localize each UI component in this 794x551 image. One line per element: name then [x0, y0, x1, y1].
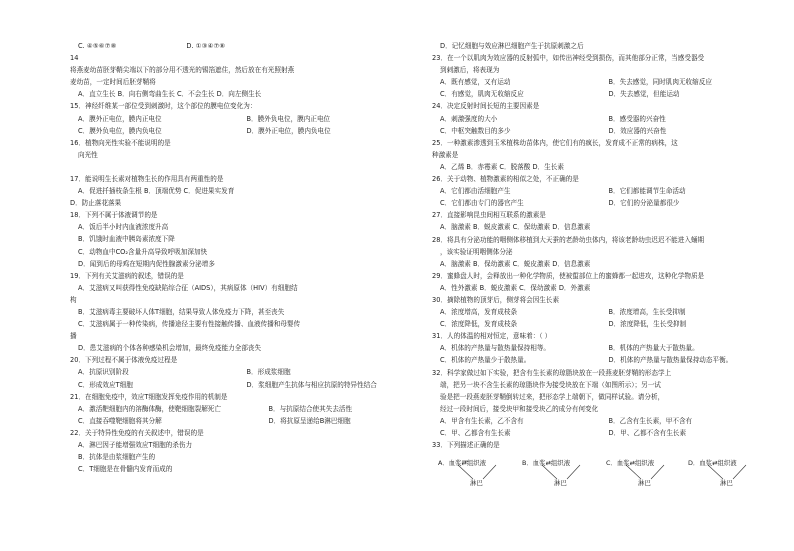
option-b: B．膜外负电位，膜内正电位 — [246, 114, 331, 123]
option-d: D．闻到后的母鸡在短期内促性腺激素分泌增多 — [78, 259, 215, 268]
question-stem: 32．科学家做过如下实验，把含有生长素的琼脂块放在一段燕麦胚芽鞘的形态学上 — [432, 368, 672, 377]
option-c: C．机体的产热量少于散热量。 — [440, 356, 531, 365]
tissue-fluid-label: 组织液 — [717, 459, 737, 468]
diagram-b: B．血浆⇄组织液 淋巴 — [522, 455, 602, 493]
question-stem-cont: 种激素是 — [432, 150, 459, 159]
option-a: A．刺激强度的大小 — [440, 114, 498, 123]
option-label: D． — [688, 459, 700, 468]
option-a: A．机体的产热量与散热量保持相等。 — [440, 344, 551, 353]
options-grid — [432, 342, 777, 366]
question-stem: 27．直接影响昆虫间相互联系的激素是 — [432, 211, 546, 220]
option-label: B． — [522, 459, 533, 468]
question-options: A．直立生长 B．向右侧弯曲生长 C．不会生长 D．向左侧生长 — [78, 90, 262, 99]
option-d: D．效应器的兴奋性 — [608, 126, 667, 135]
option-label: C． — [606, 459, 617, 468]
option-c: C．艾滋病属于一种传染病，传播途径主要有性接触传播、血液传播和母婴传 — [78, 320, 301, 329]
question-number: 14 — [70, 54, 79, 63]
question-stem: 33．下列描述正确的是 — [432, 441, 500, 450]
options-grid — [432, 306, 777, 330]
plasma-label: 血浆 — [699, 459, 713, 468]
option-a: A．淋巴因子能增强效应T细胞的杀伤力 — [78, 441, 193, 449]
diagram-c: C．血浆⇄组织液 淋巴 — [606, 455, 686, 493]
option-d: D．浓度降低，生长受抑制 — [608, 320, 687, 329]
question-stem-cont: 经过一段时间后，接受块甲和接受块乙的成分有何变化 — [440, 404, 599, 413]
option-c: C．它们都由专门的器官产生 — [440, 199, 524, 208]
left-column — [70, 40, 415, 475]
option-c: C．甲、乙都含有生长素 — [440, 429, 511, 437]
options-grid — [432, 113, 777, 137]
tissue-fluid-label: 组织液 — [550, 459, 571, 468]
option-d: D．将抗原呈递给B淋巴细胞 — [268, 416, 351, 425]
option-b: B．饥饿时血液中胰岛素浓度下降 — [78, 235, 175, 244]
question-stem: 26．关于动物、植物激素的相似之处，不正确的是 — [432, 175, 579, 184]
option-d: D．浆细胞产生抗体与相应抗原的特异性结合 — [246, 380, 377, 389]
plasma-label: 血浆 — [532, 459, 546, 468]
question-stem: 18．下列不属于体液调节的是 — [70, 211, 158, 220]
option-a-cont: 构 — [70, 295, 77, 304]
question-stem: 将燕麦幼苗胚芽鞘尖端以下的部分用不透光的锡箔遮住，然后放在有光照射燕 — [70, 66, 295, 75]
question-stem: 28．将具有分泌功能的咽侧体移植到大天蚕的老龄幼虫体内，将该老龄幼虫迟迟不能进入蛹期 — [432, 235, 705, 244]
diagram-a: A．血浆⇄组织液 淋巴 — [438, 455, 518, 493]
question-stem-cont: ，该实验证明咽侧体分泌 — [440, 247, 513, 256]
question-stem: 25．一种激素渗透到玉米植株幼苗体内，使它们有的疯长，发育成不正常的病株，这 — [432, 138, 678, 147]
options-grid — [70, 403, 415, 427]
question-options: A．脑激素 B．蜕皮激素 C．保幼激素 D．信息激素 — [440, 223, 591, 232]
question-stem-cont: 验是把一段燕麦胚芽鞘倒转过来，把形态学上端朝下，做同样试验。请分析， — [440, 392, 665, 401]
question-stem: 15．神经纤维某一部位受到刺激时，这个部位的膜电位变化为： — [70, 102, 257, 111]
options-grid — [70, 113, 415, 137]
option-a: A．抗原识别阶段 — [78, 368, 129, 377]
option-c: C．T细胞是在骨髓内发育而成的 — [78, 465, 173, 474]
lymph-label: 淋巴 — [638, 479, 651, 488]
option-a: A．浓度增高，发育成枝条 — [440, 308, 518, 317]
question-stem: 麦幼苗，一定时间后胚芽鞘将 — [70, 78, 156, 87]
question-stem: 21．在细胞免疫中，效应T细胞发挥免疫作用的机制是 — [70, 392, 228, 401]
option-d: D. ①③④⑦⑧ — [186, 42, 226, 50]
option-d: D．患艾滋病的个体各种感染机会增加，最终免疫能力全部丧失 — [78, 344, 262, 353]
tissue-fluid-label: 组织液 — [466, 459, 487, 468]
option-c: C．中枢突触数目的多少 — [440, 126, 511, 135]
lymph-label: 淋巴 — [470, 479, 483, 488]
option-b: B．它们都能调节生命活动 — [608, 187, 686, 196]
question-stem: 23．在一个以肌肉为效应器的反射弧中，如传出神经受到损伤，而其他部分正常，当感受器受 — [432, 54, 705, 63]
options-grid — [432, 76, 777, 100]
right-column — [432, 40, 777, 495]
tissue-fluid-label: 组织液 — [635, 459, 655, 468]
question-stem: 24．决定反射时间长短的主要因素是 — [432, 102, 540, 111]
options-grid — [432, 185, 777, 209]
question-stem: 29．蜜蜂盘人时，会释放出一种化学物质，使被蜇部位上的蜜蜂都一起进攻，这种化学物质是 — [432, 271, 705, 280]
option-a: A．饭后半小时内血液浓度升高 — [78, 223, 169, 232]
option-b: B．失去感觉，同时肌肉无收缩反应 — [608, 78, 712, 87]
question-stem-cont: 端，把另一块不含生长素的琼脂块作为接受块放在下端（如图所示）；另一试 — [440, 380, 661, 389]
option-c: C．直接吞噬靶细胞将其分解 — [78, 416, 162, 425]
option-c-cont: 播 — [70, 332, 77, 341]
lymph-label: 淋巴 — [554, 479, 567, 488]
options-grid — [432, 415, 777, 439]
option-c: C．有感觉，肌肉无收缩反应 — [440, 90, 524, 99]
diagram-d: D．血浆⇄组织液 淋巴 — [688, 455, 768, 493]
option-b: B．浓度增高，生长受抑制 — [608, 308, 686, 317]
option-c: C．形成效应T细胞 — [78, 380, 133, 389]
question-stem: 22．关于特异性免疫的有关叙述中，错误的是 — [70, 428, 204, 437]
option-a: A．既有感觉，又有运动 — [440, 78, 511, 87]
lymph-label: 淋巴 — [720, 479, 733, 488]
option-c: C．动物血中CO₂含量升高导致呼吸加深加快 — [78, 247, 208, 256]
options-grid — [70, 366, 415, 390]
option-d: D．防止落花落果 — [70, 199, 122, 208]
option-d: D．膜外正电位，膜内负电位 — [246, 126, 331, 135]
option-d: D．它们的分泌量都很少 — [608, 199, 680, 208]
question-stem: 17．能说明生长素对植物生长的作用具有两重性的是 — [70, 174, 224, 183]
question-stem: 30．摘除植物的顶芽后，侧芽将会因生长素 — [432, 295, 560, 304]
plasma-label: 血浆 — [616, 459, 630, 468]
option-d: D．机体的产热量与散热量保持动态平衡。 — [608, 356, 733, 365]
fluid-diagrams — [432, 455, 777, 495]
question-options: A．性外激素 B．蜕皮激素 C．保幼激素 D．外激素 — [440, 283, 591, 292]
question-text: 向光性 — [78, 150, 98, 159]
option-b: B．乙含有生长素，甲不含有 — [608, 416, 693, 425]
option-b: B．抗体是由浆细胞产生的 — [78, 453, 156, 462]
plasma-label: 血浆 — [448, 459, 462, 468]
option-c: C．膜外负电位，膜内负电位 — [78, 126, 162, 135]
option-d: D．失去感觉，但能运动 — [608, 90, 680, 99]
option-b: B．与抗原结合使其失去活性 — [268, 404, 353, 413]
option-a: A．膜外正电位，膜内正电位 — [78, 114, 162, 123]
question-stem: 20．下列过程不属于体液免疫过程是 — [70, 356, 178, 365]
option-b: B．形成浆细胞 — [246, 368, 291, 377]
option-b: B．感受器的兴奋性 — [608, 114, 666, 123]
question-stem: 31．人的体温的相对恒定，意味着：（ ） — [432, 332, 552, 341]
option-c: C．浓度降低，发育成枝条 — [440, 320, 518, 329]
option-a: A．甲含有生长素，乙不含有 — [440, 416, 524, 425]
option-a: A．激活靶细胞内的溶酶体酶，使靶细胞裂解死亡 — [78, 404, 221, 413]
question-options: A．促进扦插枝条生根 B．顶端优势 C．促进果实发育 — [78, 187, 235, 196]
option-b: B．机体的产热量大于散热量。 — [608, 344, 699, 353]
option-a: A．艾滋病又叫获得性免疫缺陷综合征（AIDS），其病原体（HIV）有细胞结 — [78, 283, 298, 292]
question-stem: 16．植物向光性实验不能说明的是 — [70, 138, 171, 147]
option-d: D．记忆细胞与效应淋巴细胞产生于抗原刺激之后 — [440, 42, 584, 50]
option-d: D．甲、乙都不含有生长素 — [608, 429, 687, 437]
question-stem-cont: 到刺激后，将表现为 — [440, 66, 500, 75]
option-c: C. ④⑤⑥⑦⑧ — [78, 42, 117, 50]
option-b: B．艾滋病毒主要破坏人体T细胞，结果导致人体免疫力下降，甚至丧失 — [78, 307, 285, 316]
option-a: A．它们都由活细胞产生 — [440, 187, 511, 196]
question-stem: 19．下列有关艾滋病的叙述，错误的是 — [70, 271, 184, 280]
options-row — [70, 40, 415, 52]
option-label: A． — [438, 459, 449, 468]
question-options: A．脑激素 B．保幼激素 C．蜕皮激素 D．信息激素 — [440, 259, 591, 268]
question-options: A．乙烯 B．赤霉素 C．脱落酸 D．生长素 — [440, 162, 564, 171]
